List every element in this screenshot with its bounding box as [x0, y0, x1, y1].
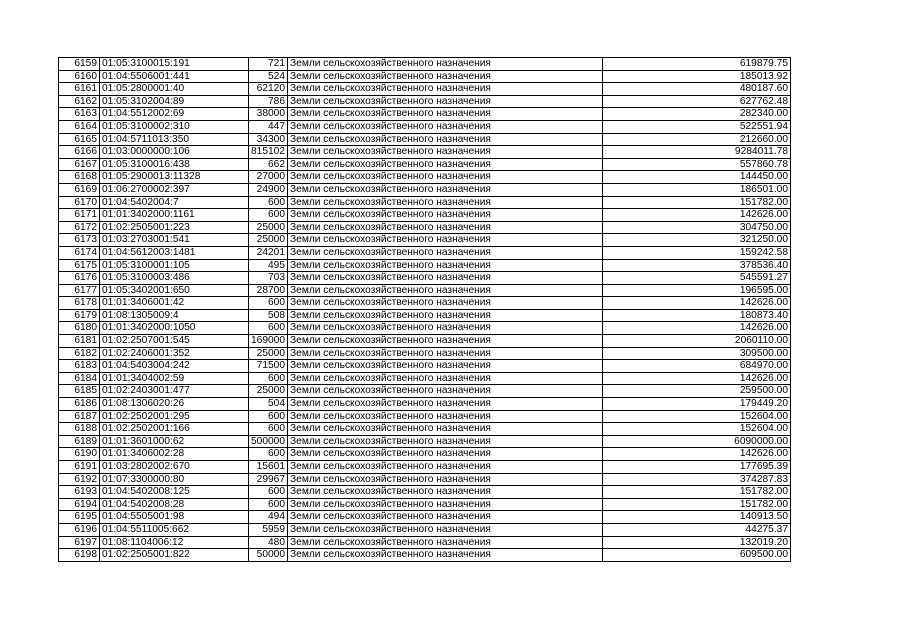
row-number-cell: 6183 [59, 360, 100, 373]
table-body [59, 58, 791, 562]
table-row [59, 120, 791, 133]
cadastral-value-cell: 480187.60 [603, 83, 791, 96]
land-category-cell: Земли сельскохозяйственного назначения [288, 171, 603, 184]
cadastral-value-cell: 627762.48 [603, 95, 791, 108]
table-row [59, 435, 791, 448]
row-number-cell: 6164 [59, 120, 100, 133]
land-category-cell: Земли сельскохозяйственного назначения [288, 498, 603, 511]
land-category-cell: Земли сельскохозяйственного назначения [288, 549, 603, 562]
area-cell: 169000 [249, 335, 288, 348]
cadastral-value-cell: 151782.00 [603, 196, 791, 209]
cadastral-value-cell: 378536.40 [603, 259, 791, 272]
land-category-cell: Земли сельскохозяйственного назначения [288, 246, 603, 259]
area-cell: 24900 [249, 183, 288, 196]
cadastral-number-cell: 01:02:2507001:545 [100, 335, 249, 348]
row-number-cell: 6162 [59, 95, 100, 108]
land-category-cell: Земли сельскохозяйственного назначения [288, 385, 603, 398]
area-cell: 15601 [249, 461, 288, 474]
cadastral-value-cell: 144450.00 [603, 171, 791, 184]
land-category-cell: Земли сельскохозяйственного назначения [288, 398, 603, 411]
cadastral-value-cell: 44275.37 [603, 523, 791, 536]
table-row [59, 95, 791, 108]
land-category-cell: Земли сельскохозяйственного назначения [288, 297, 603, 310]
area-cell: 38000 [249, 108, 288, 121]
row-number-cell: 6193 [59, 486, 100, 499]
row-number-cell: 6175 [59, 259, 100, 272]
cadastral-number-cell: 01:03:2802002:670 [100, 461, 249, 474]
row-number-cell: 6169 [59, 183, 100, 196]
land-category-cell: Земли сельскохозяйственного назначения [288, 347, 603, 360]
land-category-cell: Земли сельскохозяйственного назначения [288, 461, 603, 474]
row-number-cell: 6186 [59, 398, 100, 411]
table-row [59, 108, 791, 121]
row-number-cell: 6195 [59, 511, 100, 524]
cadastral-value-cell: 151782.00 [603, 486, 791, 499]
land-category-cell: Земли сельскохозяйственного назначения [288, 83, 603, 96]
table-row [59, 549, 791, 562]
land-category-cell: Земли сельскохозяйственного назначения [288, 196, 603, 209]
table-row [59, 284, 791, 297]
cadastral-number-cell: 01:05:3100002:310 [100, 120, 249, 133]
row-number-cell: 6173 [59, 234, 100, 247]
cadastral-number-cell: 01:04:5403004:242 [100, 360, 249, 373]
land-category-cell: Земли сельскохозяйственного назначения [288, 322, 603, 335]
area-cell: 815102 [249, 146, 288, 159]
table-row [59, 183, 791, 196]
cadastral-value-cell: 9284011.78 [603, 146, 791, 159]
cadastral-number-cell: 01:05:3102004:89 [100, 95, 249, 108]
area-cell: 703 [249, 272, 288, 285]
table-row [59, 486, 791, 499]
row-number-cell: 6168 [59, 171, 100, 184]
area-cell: 494 [249, 511, 288, 524]
cadastral-value-cell: 619879.75 [603, 58, 791, 71]
row-number-cell: 6190 [59, 448, 100, 461]
area-cell: 600 [249, 423, 288, 436]
row-number-cell: 6176 [59, 272, 100, 285]
table-row [59, 448, 791, 461]
table-row [59, 372, 791, 385]
cadastral-value-cell: 142626.00 [603, 322, 791, 335]
table-row [59, 70, 791, 83]
land-category-cell: Земли сельскохозяйственного назначения [288, 360, 603, 373]
cadastral-number-cell: 01:04:5506001:441 [100, 70, 249, 83]
area-cell: 600 [249, 196, 288, 209]
table-row [59, 536, 791, 549]
row-number-cell: 6197 [59, 536, 100, 549]
cadastral-value-cell: 304750.00 [603, 221, 791, 234]
row-number-cell: 6194 [59, 498, 100, 511]
cadastral-value-cell: 180873.40 [603, 309, 791, 322]
row-number-cell: 6179 [59, 309, 100, 322]
cadastral-number-cell: 01:02:2502001:166 [100, 423, 249, 436]
area-cell: 28700 [249, 284, 288, 297]
land-category-cell: Земли сельскохозяйственного назначения [288, 221, 603, 234]
cadastral-number-cell: 01:02:2505001:223 [100, 221, 249, 234]
area-cell: 600 [249, 372, 288, 385]
cadastral-number-cell: 01:05:3100003:486 [100, 272, 249, 285]
land-category-cell: Земли сельскохозяйственного назначения [288, 209, 603, 222]
area-cell: 786 [249, 95, 288, 108]
cadastral-number-cell: 01:05:2900013:11328 [100, 171, 249, 184]
cadastral-number-cell: 01:02:2406001:352 [100, 347, 249, 360]
row-number-cell: 6171 [59, 209, 100, 222]
cadastral-number-cell: 01:08:1104006:12 [100, 536, 249, 549]
cadastral-number-cell: 01:05:3402001:650 [100, 284, 249, 297]
area-cell: 480 [249, 536, 288, 549]
cadastral-number-cell: 01:04:5612003:1481 [100, 246, 249, 259]
area-cell: 29967 [249, 473, 288, 486]
table-row [59, 360, 791, 373]
table-row [59, 297, 791, 310]
land-category-cell: Земли сельскохозяйственного назначения [288, 309, 603, 322]
area-cell: 495 [249, 259, 288, 272]
cadastral-value-cell: 140913.50 [603, 511, 791, 524]
cadastral-value-cell: 142626.00 [603, 209, 791, 222]
cadastral-number-cell: 01:03:0000000:106 [100, 146, 249, 159]
area-cell: 5959 [249, 523, 288, 536]
cadastral-number-cell: 01:01:3402000:1161 [100, 209, 249, 222]
area-cell: 34300 [249, 133, 288, 146]
table-row [59, 322, 791, 335]
table-row [59, 335, 791, 348]
cadastral-value-cell: 142626.00 [603, 372, 791, 385]
cadastral-number-cell: 01:01:3406001:42 [100, 297, 249, 310]
land-category-cell: Земли сельскохозяйственного назначения [288, 423, 603, 436]
land-category-cell: Земли сельскохозяйственного назначения [288, 120, 603, 133]
cadastral-number-cell: 01:01:3601000:62 [100, 435, 249, 448]
cadastral-number-cell: 01:04:5512002:69 [100, 108, 249, 121]
cadastral-number-cell: 01:04:5402004:7 [100, 196, 249, 209]
cadastral-number-cell: 01:01:3406002:28 [100, 448, 249, 461]
cadastral-value-cell: 212660.00 [603, 133, 791, 146]
table-row [59, 259, 791, 272]
table-row [59, 385, 791, 398]
cadastral-value-cell: 321250.00 [603, 234, 791, 247]
land-category-cell: Земли сельскохозяйственного назначения [288, 486, 603, 499]
cadastral-number-cell: 01:05:2800001:40 [100, 83, 249, 96]
cadastral-number-cell: 01:06:2700002:397 [100, 183, 249, 196]
cadastral-value-cell: 152604.00 [603, 423, 791, 436]
land-category-cell: Земли сельскохозяйственного назначения [288, 70, 603, 83]
cadastral-number-cell: 01:02:2502001:295 [100, 410, 249, 423]
table-row [59, 423, 791, 436]
area-cell: 504 [249, 398, 288, 411]
row-number-cell: 6160 [59, 70, 100, 83]
area-cell: 600 [249, 486, 288, 499]
cadastral-value-cell: 185013.92 [603, 70, 791, 83]
cadastral-number-cell: 01:04:5402008:125 [100, 486, 249, 499]
area-cell: 25000 [249, 234, 288, 247]
row-number-cell: 6167 [59, 158, 100, 171]
area-cell: 721 [249, 58, 288, 71]
cadastral-number-cell: 01:04:5505001:98 [100, 511, 249, 524]
area-cell: 24201 [249, 246, 288, 259]
area-cell: 27000 [249, 171, 288, 184]
area-cell: 600 [249, 448, 288, 461]
row-number-cell: 6172 [59, 221, 100, 234]
land-category-cell: Земли сельскохозяйственного назначения [288, 234, 603, 247]
row-number-cell: 6163 [59, 108, 100, 121]
row-number-cell: 6196 [59, 523, 100, 536]
area-cell: 447 [249, 120, 288, 133]
cadastral-number-cell: 01:05:3100001:105 [100, 259, 249, 272]
cadastral-value-cell: 151782.00 [603, 498, 791, 511]
table-row [59, 221, 791, 234]
table-row [59, 347, 791, 360]
cadastral-value-cell: 159242.58 [603, 246, 791, 259]
cadastral-number-cell: 01:02:2403001:477 [100, 385, 249, 398]
cadastral-number-cell: 01:04:5511005:662 [100, 523, 249, 536]
cadastral-number-cell: 01:04:5402008:28 [100, 498, 249, 511]
cadastral-value-cell: 186501.00 [603, 183, 791, 196]
table-row [59, 498, 791, 511]
table-row [59, 158, 791, 171]
land-category-cell: Земли сельскохозяйственного назначения [288, 146, 603, 159]
cadastral-number-cell: 01:03:2703001:541 [100, 234, 249, 247]
cadastral-number-cell: 01:05:3100015:191 [100, 58, 249, 71]
land-category-cell: Земли сельскохозяйственного назначения [288, 536, 603, 549]
cadastral-number-cell: 01:07:3300000:80 [100, 473, 249, 486]
table-row [59, 234, 791, 247]
row-number-cell: 6185 [59, 385, 100, 398]
table-row [59, 461, 791, 474]
cadastral-value-cell: 545591.27 [603, 272, 791, 285]
land-category-cell: Земли сельскохозяйственного назначения [288, 272, 603, 285]
cadastral-value-cell: 259500.00 [603, 385, 791, 398]
cadastral-value-cell: 132019.20 [603, 536, 791, 549]
row-number-cell: 6181 [59, 335, 100, 348]
land-category-cell: Земли сельскохозяйственного назначения [288, 410, 603, 423]
land-category-cell: Земли сельскохозяйственного назначения [288, 133, 603, 146]
area-cell: 600 [249, 209, 288, 222]
cadastral-value-cell: 142626.00 [603, 448, 791, 461]
row-number-cell: 6178 [59, 297, 100, 310]
area-cell: 508 [249, 309, 288, 322]
row-number-cell: 6161 [59, 83, 100, 96]
area-cell: 25000 [249, 221, 288, 234]
row-number-cell: 6187 [59, 410, 100, 423]
cadastral-number-cell: 01:08:1305009:4 [100, 309, 249, 322]
area-cell: 662 [249, 158, 288, 171]
table-row [59, 272, 791, 285]
land-category-cell: Земли сельскохозяйственного назначения [288, 523, 603, 536]
table-row [59, 523, 791, 536]
table-row [59, 309, 791, 322]
row-number-cell: 6180 [59, 322, 100, 335]
land-category-cell: Земли сельскохозяйственного назначения [288, 372, 603, 385]
row-number-cell: 6184 [59, 372, 100, 385]
row-number-cell: 6177 [59, 284, 100, 297]
cadastral-value-cell: 374287.83 [603, 473, 791, 486]
area-cell: 600 [249, 498, 288, 511]
land-category-cell: Земли сельскохозяйственного назначения [288, 183, 603, 196]
cadastral-number-cell: 01:04:5711013:350 [100, 133, 249, 146]
row-number-cell: 6170 [59, 196, 100, 209]
land-category-cell: Земли сельскохозяйственного назначения [288, 108, 603, 121]
row-number-cell: 6192 [59, 473, 100, 486]
table-row [59, 83, 791, 96]
cadastral-value-cell: 2060110.00 [603, 335, 791, 348]
row-number-cell: 6191 [59, 461, 100, 474]
land-category-cell: Земли сельскохозяйственного назначения [288, 473, 603, 486]
land-category-cell: Земли сельскохозяйственного назначения [288, 448, 603, 461]
row-number-cell: 6189 [59, 435, 100, 448]
land-category-cell: Земли сельскохозяйственного назначения [288, 158, 603, 171]
cadastral-value-cell: 309500.00 [603, 347, 791, 360]
area-cell: 25000 [249, 385, 288, 398]
land-category-cell: Земли сельскохозяйственного назначения [288, 435, 603, 448]
cadastral-number-cell: 01:05:3100016:438 [100, 158, 249, 171]
row-number-cell: 6166 [59, 146, 100, 159]
cadastral-value-cell: 557860.78 [603, 158, 791, 171]
cadastral-value-cell: 196595.00 [603, 284, 791, 297]
cadastral-value-cell: 609500.00 [603, 549, 791, 562]
area-cell: 25000 [249, 347, 288, 360]
table-row [59, 171, 791, 184]
row-number-cell: 6159 [59, 58, 100, 71]
area-cell: 600 [249, 297, 288, 310]
row-number-cell: 6188 [59, 423, 100, 436]
cadastral-value-cell: 6090000.00 [603, 435, 791, 448]
land-category-cell: Земли сельскохозяйственного назначения [288, 58, 603, 71]
row-number-cell: 6174 [59, 246, 100, 259]
land-category-cell: Земли сельскохозяйственного назначения [288, 335, 603, 348]
row-number-cell: 6198 [59, 549, 100, 562]
table-row [59, 473, 791, 486]
cadastral-value-cell: 684970.00 [603, 360, 791, 373]
table-row [59, 146, 791, 159]
cadastral-value-cell: 522551.94 [603, 120, 791, 133]
cadastral-number-cell: 01:01:3402000:1050 [100, 322, 249, 335]
land-category-cell: Земли сельскохозяйственного назначения [288, 95, 603, 108]
area-cell: 62120 [249, 83, 288, 96]
table-row [59, 410, 791, 423]
table-row [59, 196, 791, 209]
table-row [59, 133, 791, 146]
row-number-cell: 6182 [59, 347, 100, 360]
land-category-cell: Земли сельскохозяйственного назначения [288, 511, 603, 524]
row-number-cell: 6165 [59, 133, 100, 146]
table-row [59, 398, 791, 411]
cadastral-value-cell: 282340.00 [603, 108, 791, 121]
table-row [59, 511, 791, 524]
cadastral-number-cell: 01:01:3404002:59 [100, 372, 249, 385]
area-cell: 50000 [249, 549, 288, 562]
area-cell: 71500 [249, 360, 288, 373]
table-row [59, 58, 791, 71]
table-row [59, 246, 791, 259]
cadastral-number-cell: 01:08:1306020:26 [100, 398, 249, 411]
area-cell: 500000 [249, 435, 288, 448]
cadastral-number-cell: 01:02:2505001:822 [100, 549, 249, 562]
area-cell: 600 [249, 410, 288, 423]
cadastral-value-cell: 179449.20 [603, 398, 791, 411]
area-cell: 524 [249, 70, 288, 83]
cadastral-value-cell: 142626.00 [603, 297, 791, 310]
land-category-cell: Земли сельскохозяйственного назначения [288, 284, 603, 297]
land-category-cell: Земли сельскохозяйственного назначения [288, 259, 603, 272]
land-registry-table [58, 57, 791, 562]
cadastral-value-cell: 152604.00 [603, 410, 791, 423]
table-row [59, 209, 791, 222]
area-cell: 600 [249, 322, 288, 335]
cadastral-value-cell: 177695.39 [603, 461, 791, 474]
